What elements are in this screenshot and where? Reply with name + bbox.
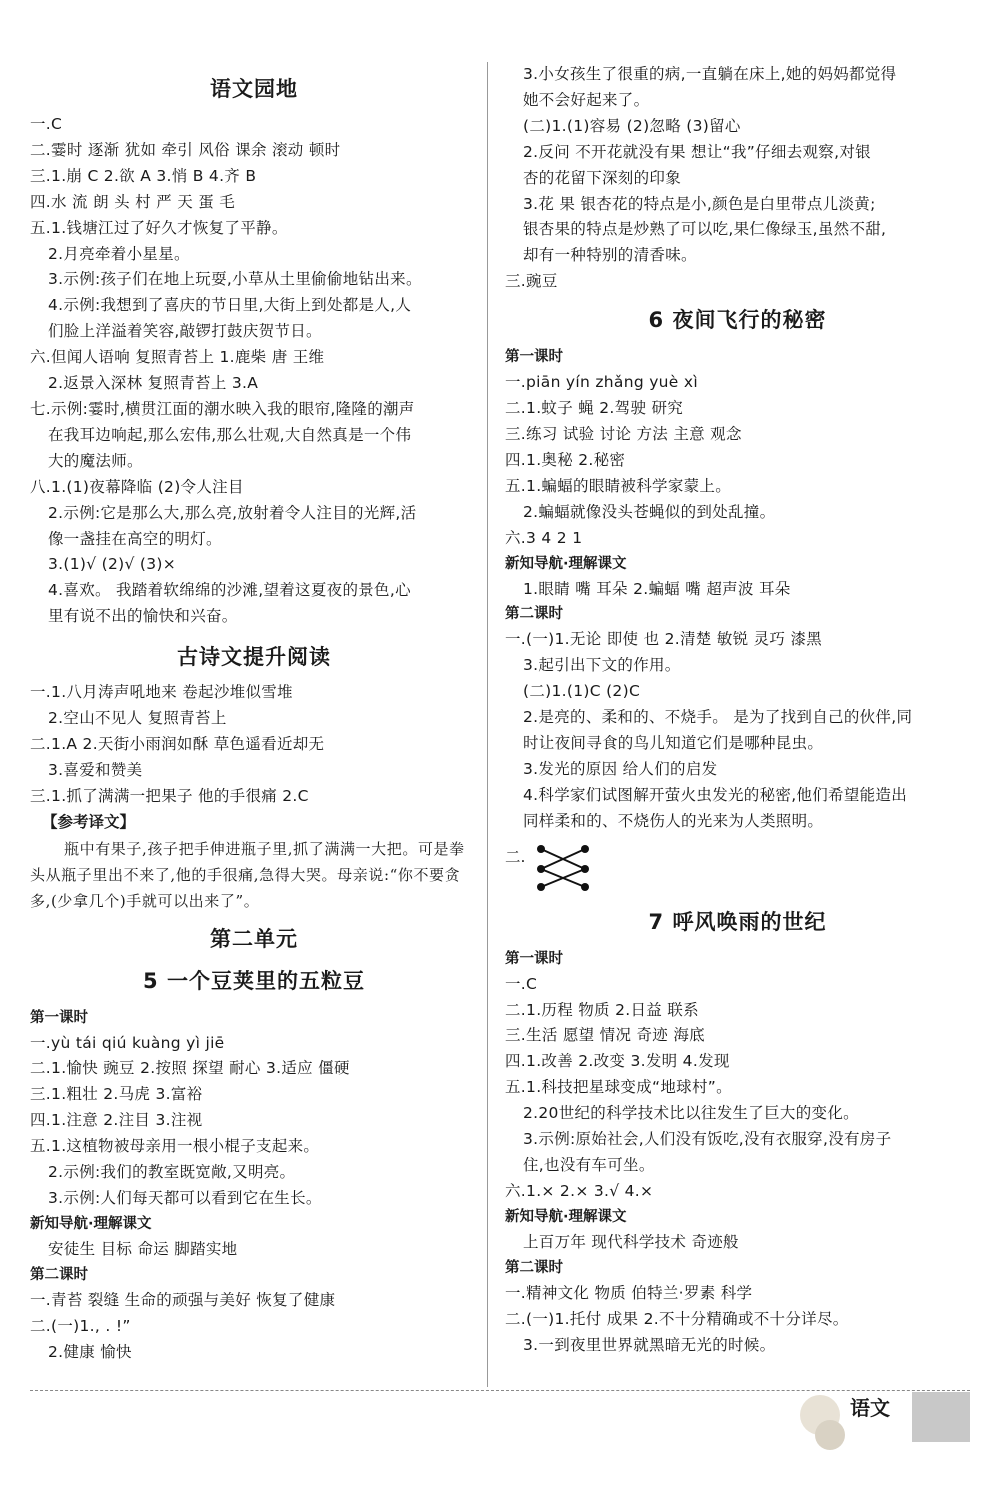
answer-line: 二.1.愉快 豌豆 2.按照 探望 耐心 3.适应 僵硬 (30, 1059, 350, 1078)
answer-line: 上百万年 现代科学技术 奇迹般 (523, 1232, 739, 1251)
answer-line: 六.1.× 2.× 3.√ 4.× (505, 1181, 654, 1200)
answer-line: 一.(一)1.无论 即使 也 2.清楚 敏锐 灵巧 漆黑 (505, 630, 823, 649)
matching-dot (581, 865, 589, 873)
matching-dot (537, 845, 545, 853)
answer-line: 2.反问 不开花就没有果 想让“我”仔细去观察,对银 (523, 142, 871, 161)
answer-line: 时让夜间寻食的鸟儿知道它们是哪种昆虫。 (523, 734, 824, 753)
answer-line: 银杏果的特点是炒熟了可以吃,果仁像绿玉,虽然不甜, (523, 220, 887, 239)
answer-line: 同样柔和的、不烧伤人的光来为人类照明。 (523, 811, 824, 830)
subheading: 第一课时 (505, 950, 563, 967)
answer-line: 一.piān yín zhǎng yuè xì (505, 373, 698, 392)
answer-line: 二.1.历程 物质 2.日益 联系 (505, 1000, 699, 1019)
answer-line: 2.20世纪的科学技术比以往发生了巨大的变化。 (523, 1104, 859, 1123)
answer-line: 五.1.蝙蝠的眼睛被科学家蒙上。 (505, 476, 732, 495)
answer-line: 4.示例:我想到了喜庆的节日里,大街上到处都是人,人 (48, 296, 412, 315)
answer-line: 她不会好起来了。 (523, 90, 650, 109)
answer-line: 3.起引出下文的作用。 (523, 656, 681, 675)
answer-line: 一.yù tái qiú kuàng yì jiē (30, 1033, 225, 1052)
answer-line: 3.一到夜里世界就黑暗无光的时候。 (523, 1335, 776, 1354)
answer-line: 3.示例:孩子们在地上玩耍,小草从土里偷偷地钻出来。 (48, 270, 422, 289)
answer-line: 4.喜欢。 我踏着软绵绵的沙滩,望着这夏夜的景色,心 (48, 581, 411, 600)
answer-line: 一.C (505, 974, 538, 993)
left-column (30, 62, 478, 1366)
answer-line: 八.1.(1)夜幕降临 (2)令人注目 (30, 477, 244, 496)
section-heading: 古诗文提升阅读 (177, 645, 331, 670)
matching-dot (537, 883, 545, 891)
answer-line: 2.健康 愉快 (48, 1342, 132, 1361)
answer-line: 1.眼睛 嘴 耳朵 2.蝙蝠 嘴 超声波 耳朵 (523, 579, 791, 598)
answer-line: 一.精神文化 物质 伯特兰·罗素 科学 (505, 1283, 753, 1302)
answer-line: 大的魔法师。 (48, 451, 143, 470)
answer-line: 3.小女孩生了很重的病,一直躺在床上,她的妈妈都觉得 (523, 65, 897, 83)
subheading: 第一课时 (30, 1009, 88, 1026)
answer-line: 3.花 果 银杏花的特点是小,颜色是白里带点儿淡黄; (523, 194, 876, 213)
subheading: 第一课时 (505, 349, 563, 366)
right-column (505, 62, 970, 1358)
answer-line: (二)1.(1)容易 (2)忽略 (3)留心 (523, 116, 741, 135)
answer-line: 二.(一)1., . !” (30, 1316, 131, 1335)
answer-line: 二.1.蚊子 蝇 2.驾驶 研究 (505, 399, 684, 418)
answer-line: 二.(一)1.托付 成果 2.不十分精确或不十分详尽。 (505, 1309, 849, 1328)
answer-line: 2.示例:我们的教室既宽敞,又明亮。 (48, 1163, 296, 1182)
answer-line: 四.1.奥秘 2.秘密 (505, 450, 626, 469)
answer-line: 在我耳边响起,那么宏伟,那么壮观,大自然真是一个伟 (48, 425, 412, 444)
footer-subject: 语文 (850, 1396, 890, 1420)
answer-line: 2.返景入深林 复照青苔上 3.A (48, 374, 259, 393)
lesson-heading: 5 一个豆荚里的五粒豆 (143, 968, 365, 993)
answer-line: 五.1.这植物被母亲用一根小棍子支起来。 (30, 1137, 320, 1156)
matching-lines-icon (533, 835, 593, 895)
page-corner-block (912, 1392, 970, 1442)
answer-line: 3.示例:原始社会,人们没有饭吃,没有衣服穿,没有房子 (523, 1130, 892, 1149)
column-divider (487, 62, 488, 1387)
answer-line: 2.月亮牵着小星星。 (48, 244, 190, 263)
section-heading: 语文园地 (210, 77, 298, 101)
answer-line: 四.1.改善 2.改变 3.发明 4.发现 (505, 1052, 730, 1071)
answer-line: 们脸上洋溢着笑容,敲锣打鼓庆贺节日。 (48, 322, 322, 341)
lesson-heading: 第二单元 (210, 926, 298, 951)
answer-line: 三.豌豆 (505, 272, 558, 291)
subheading: 第二课时 (505, 606, 563, 623)
answer-line: 安徒生 目标 命运 脚踏实地 (48, 1239, 238, 1258)
answer-line: 二.霎时 逐渐 犹如 牵引 风俗 课余 滚动 顿时 (30, 140, 341, 159)
subheading: 第二课时 (30, 1266, 88, 1283)
answer-line: 杏的花留下深刻的印象 (523, 168, 682, 187)
matching-dot (581, 883, 589, 891)
answer-line: 2.蝙蝠就像没头苍蝇似的到处乱撞。 (523, 502, 776, 521)
translation-paragraph: 瓶中有果子,孩子把手伸进瓶子里,抓了满满一大把。可是拳头从瓶子里出不来了,他的手很痛,急得大哭。母亲说:“你不要贪多,(少拿几个)手就可以出来了”。 (30, 839, 465, 910)
answer-line: 住,也没有车可坐。 (523, 1156, 655, 1174)
answer-line: 三.1.崩 C 2.欲 A 3.悄 B 4.齐 B (30, 166, 257, 185)
answer-line: 2.是亮的、柔和的、不烧手。 是为了找到自己的伙伴,同 (523, 708, 913, 727)
matching-dot (537, 865, 545, 873)
lesson-heading: 7 呼风唤雨的世纪 (648, 909, 827, 934)
subheading: 新知导航·理解课文 (30, 1215, 152, 1232)
answer-line: 4.科学家们试图解开萤火虫发光的秘密,他们希望能造出 (523, 785, 908, 804)
lesson-heading: 6 夜间飞行的秘密 (648, 308, 827, 333)
answer-line: 三.1.抓了满满一把果子 他的手很痛 2.C (30, 786, 309, 805)
answer-line: 3.(1)√ (2)√ (3)× (48, 555, 177, 574)
matching-exercise (505, 835, 970, 897)
subheading: 新知导航·理解课文 (505, 555, 627, 572)
answer-line: 七.示例:霎时,横贯江面的潮水映入我的眼帘,隆隆的潮声 (30, 399, 415, 418)
subheading: 新知导航·理解课文 (505, 1208, 627, 1225)
answer-line: 2.示例:它是那么大,那么亮,放射着令人注目的光辉,活 (48, 503, 417, 522)
answer-line: 三.生活 愿望 情况 奇迹 海底 (505, 1026, 705, 1045)
answer-line: 3.发光的原因 给人们的启发 (523, 759, 718, 778)
answer-line: 三.1.粗壮 2.马虎 3.富裕 (30, 1085, 203, 1104)
answer-line: 却有一种特别的清香味。 (523, 246, 697, 265)
answer-line: 像一盏挂在高空的明灯。 (48, 529, 222, 548)
answer-line: 里有说不出的愉快和兴奋。 (48, 607, 238, 626)
answer-line: 四.水 流 朗 头 村 严 天 蛋 毛 (30, 192, 236, 211)
answer-line: 五.1.钱塘江过了好久才恢复了平静。 (30, 218, 288, 237)
answer-line: 六.3 4 2 1 (505, 528, 583, 547)
answer-line: 3.示例:人们每天都可以看到它在生长。 (48, 1189, 322, 1207)
matching-dot (581, 845, 589, 853)
matching-label: 二. (505, 847, 526, 866)
footer-rule (30, 1390, 970, 1391)
answer-line: 一.C (30, 115, 63, 133)
reference-heading: 【参考译文】 (42, 812, 136, 831)
answer-line: 六.但闻人语响 复照青苔上 1.鹿柴 唐 王维 (30, 348, 325, 367)
answer-line: 四.1.注意 2.注目 3.注视 (30, 1111, 203, 1130)
mascot-body-icon (815, 1420, 845, 1450)
subheading: 第二课时 (505, 1259, 563, 1276)
answer-line: 3.喜爱和赞美 (48, 760, 143, 779)
answer-line: 三.练习 试验 讨论 方法 主意 观念 (505, 424, 742, 443)
answer-line: 一.1.八月涛声吼地来 卷起沙堆似雪堆 (30, 683, 293, 702)
answer-line: 二.1.A 2.天街小雨润如酥 草色遥看近却无 (30, 734, 325, 753)
answer-line: 五.1.科技把星球变成“地球村”。 (505, 1078, 732, 1097)
answer-line: 一.青苔 裂缝 生命的顽强与美好 恢复了健康 (30, 1290, 336, 1309)
answer-line: (二)1.(1)C (2)C (523, 682, 641, 701)
answer-line: 2.空山不见人 复照青苔上 (48, 709, 227, 728)
